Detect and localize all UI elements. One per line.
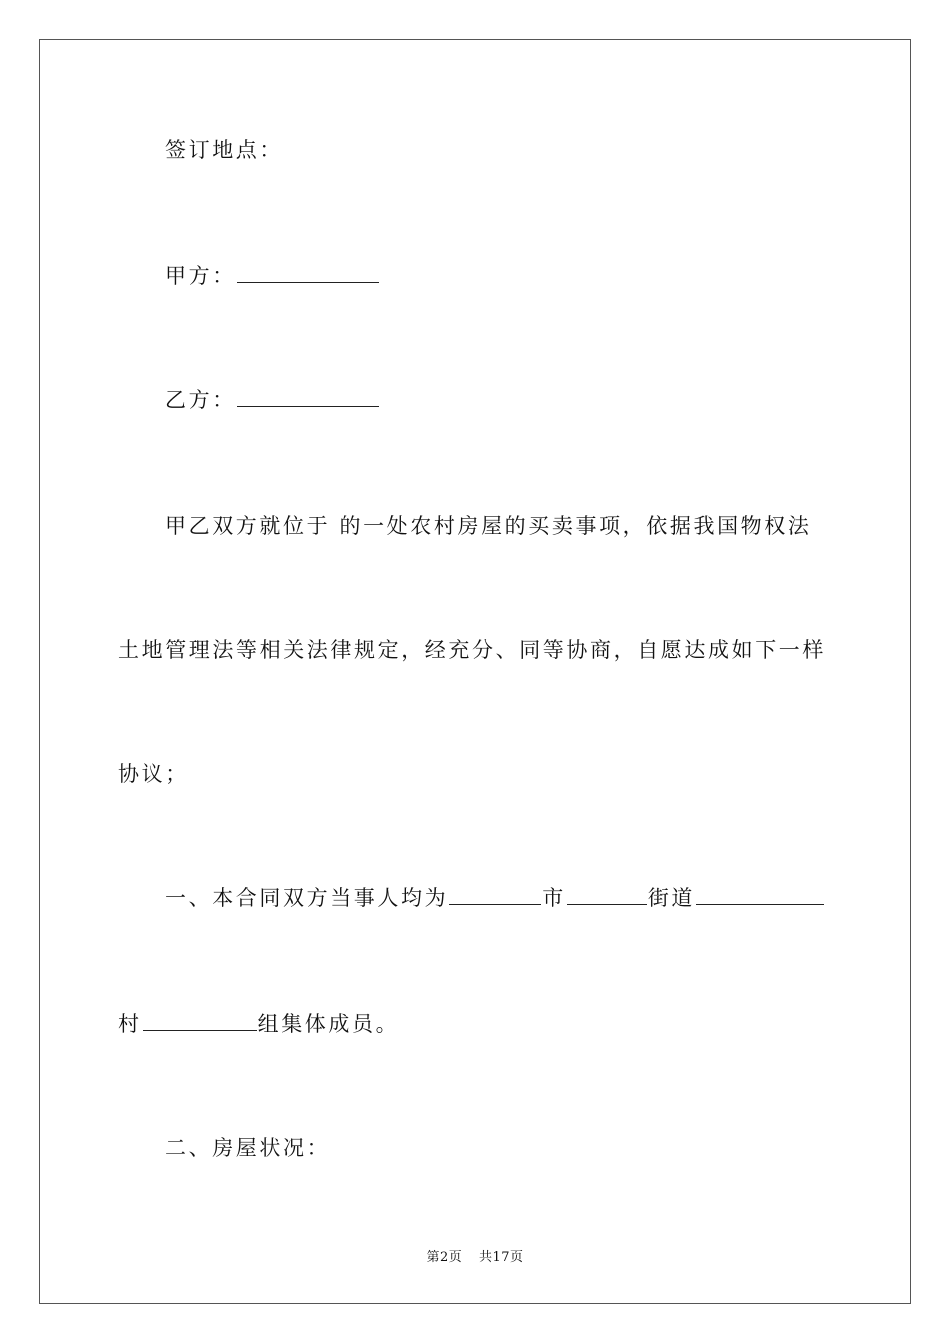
party-a-line xyxy=(165,262,380,290)
clause-1-line-1 xyxy=(165,884,825,912)
group-label: 组集体成员。 xyxy=(257,1012,400,1036)
signing-place-label: 签订地点： xyxy=(165,138,283,162)
intro-text-3: 协议； xyxy=(118,762,189,786)
party-b-label: 乙方： xyxy=(165,388,236,412)
page-number: 第2页 xyxy=(426,1250,463,1265)
clause-2-line xyxy=(165,1134,330,1162)
street-label: 街道 xyxy=(647,886,696,910)
page-border xyxy=(39,39,911,1304)
intro-paragraph-line-1 xyxy=(165,512,811,540)
street-blank xyxy=(567,884,647,905)
total-pages: 共17页 xyxy=(478,1250,524,1265)
clause-1-line-2 xyxy=(118,1010,399,1038)
intro-paragraph-line-3 xyxy=(118,760,189,788)
signing-place-line xyxy=(165,136,283,164)
intro-text-1: 甲乙双方就位于 的一处农村房屋的买卖事项，依据我国物权法 xyxy=(165,514,812,538)
city-label: 市 xyxy=(542,886,566,910)
intro-text-2: 土地管理法等相关法律规定，经充分、同等协商，自愿达成如下一样 xyxy=(118,638,826,662)
intro-paragraph-line-2 xyxy=(118,636,826,664)
village-blank-1 xyxy=(696,884,824,905)
group-blank xyxy=(143,1010,257,1031)
party-b-line xyxy=(165,386,380,414)
city-blank xyxy=(449,884,541,905)
party-b-blank xyxy=(237,386,379,407)
page-footer xyxy=(0,1246,950,1265)
party-a-label: 甲方： xyxy=(165,264,236,288)
party-a-blank xyxy=(237,262,379,283)
village-label: 村 xyxy=(118,1012,142,1036)
clause-2-text: 二、房屋状况： xyxy=(165,1136,331,1160)
clause-1-text: 一、本合同双方当事人均为 xyxy=(165,886,449,910)
